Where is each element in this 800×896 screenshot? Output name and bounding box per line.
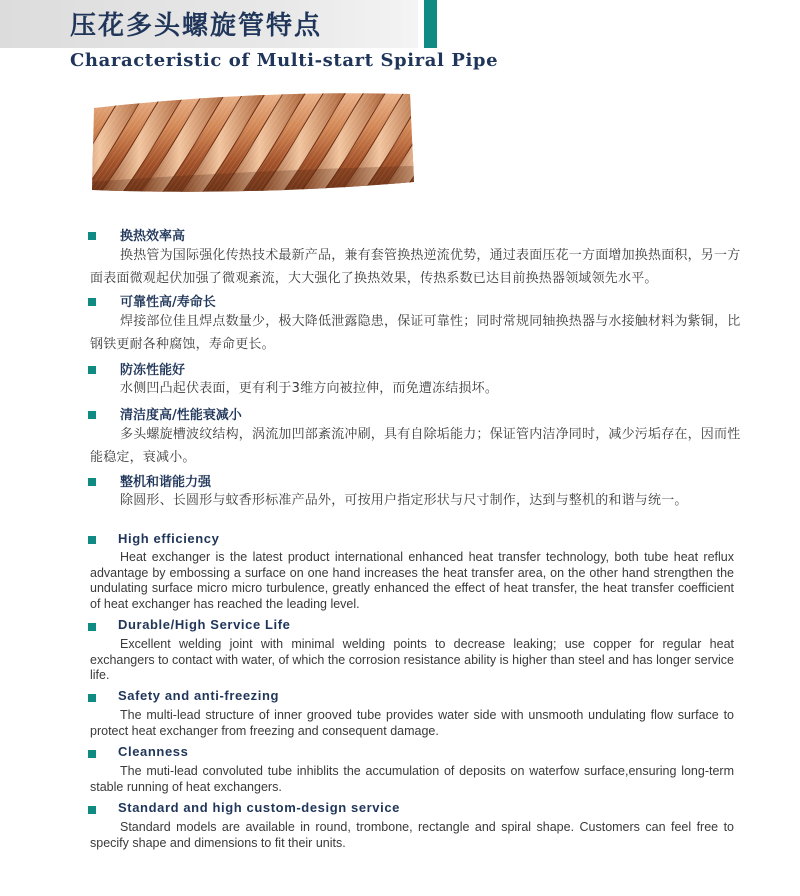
bullet-square-icon [88, 298, 96, 306]
feature-en-text: Heat exchanger is the latest product international enhanced heat transfer technology, both tube heat reflux advantage by embossing a surface on one hand increases the heat transfer area, on the other hand strengthen the undulating surface micro micro turbulence, greatly enhanced the effect of heat transfer, the heat transfer coefficient of heat exchanger has reached the leading level. [90, 550, 734, 611]
title-accent-bar [424, 0, 437, 48]
bullet-square-icon [88, 750, 96, 758]
feature-cn-heading: 清洁度高/性能衰减小 [120, 408, 242, 423]
spiral-pipe-image [88, 86, 416, 200]
feature-cn-heading: 防冻性能好 [120, 363, 186, 378]
bullet-square-icon [88, 232, 96, 240]
bullet-square-icon [88, 411, 96, 419]
feature-en-heading: Standard and high custom-design service [118, 800, 401, 815]
feature-en-heading: Durable/High Service Life [118, 617, 291, 632]
feature-cn-text: 除圆形、长圆形与蚊香形标准产品外，可按用户指定形状与尺寸制作，达到与整机的和谐与统一。 [120, 493, 688, 508]
feature-cn-text: 换热管为国际强化传热技术最新产品，兼有套管换热逆流优势，通过表面压花一方面增加换热面积，另一方面表面微观起伏加强了微观紊流，大大强化了换热效果，传热系数已达目前换热器领域领先水平。 [90, 248, 741, 286]
feature-en-text: Excellent welding joint with minimal welding points to decrease leaking; use copper for regular heat exchangers to contact with water, of which the corrosion resistance ability is higher than steel and has longer service life. [90, 637, 734, 682]
page-title-cn: 压花多头螺旋管特点 [70, 11, 323, 41]
bullet-square-icon [88, 806, 96, 814]
feature-en-heading: High efficiency [118, 531, 220, 546]
feature-cn-text: 焊接部位佳且焊点数量少，极大降低泄露隐患，保证可靠性；同时常规同轴换热器与水接触材料为紫铜，比钢铁更耐各种腐蚀，寿命更长。 [90, 314, 741, 352]
feature-cn-heading: 可靠性高/寿命长 [120, 295, 216, 310]
feature-cn-text: 水侧凹凸起伏表面，更有利于3维方向被拉伸，而免遭冻结损坏。 [120, 381, 499, 396]
feature-en-text: The multi-lead structure of inner grooved tube provides water side with unsmooth undulating flow surface to protect heat exchanger from freezing and consequent damage. [90, 708, 734, 738]
feature-en-heading: Cleanness [118, 744, 189, 759]
feature-cn-heading: 整机和谐能力强 [120, 475, 212, 490]
bullet-square-icon [88, 623, 96, 631]
feature-en-heading: Safety and anti-freezing [118, 688, 280, 703]
bullet-square-icon [88, 366, 96, 374]
spiral-copper-pipe-icon [88, 86, 416, 200]
page-title-en: Characteristic of Multi-start Spiral Pipe [70, 50, 499, 71]
feature-en-text: The muti-lead convoluted tube inhiblits the accumulation of deposits on waterfow surface,ensuring long-term stable running of heat exchangers. [90, 764, 734, 794]
bullet-square-icon [88, 478, 96, 486]
feature-cn-heading: 换热效率高 [120, 229, 186, 244]
bullet-square-icon [88, 536, 96, 544]
bullet-square-icon [88, 694, 96, 702]
feature-cn-text: 多头螺旋槽波纹结构，涡流加凹部紊流冲刷，具有自除垢能力；保证管内洁净同时，减少污垢存在，因而性能稳定，衰减小。 [90, 427, 741, 465]
feature-en-text: Standard models are available in round, trombone, rectangle and spiral shape. Customers can feel free to specify shape and dimensions to fit their units. [90, 820, 734, 850]
